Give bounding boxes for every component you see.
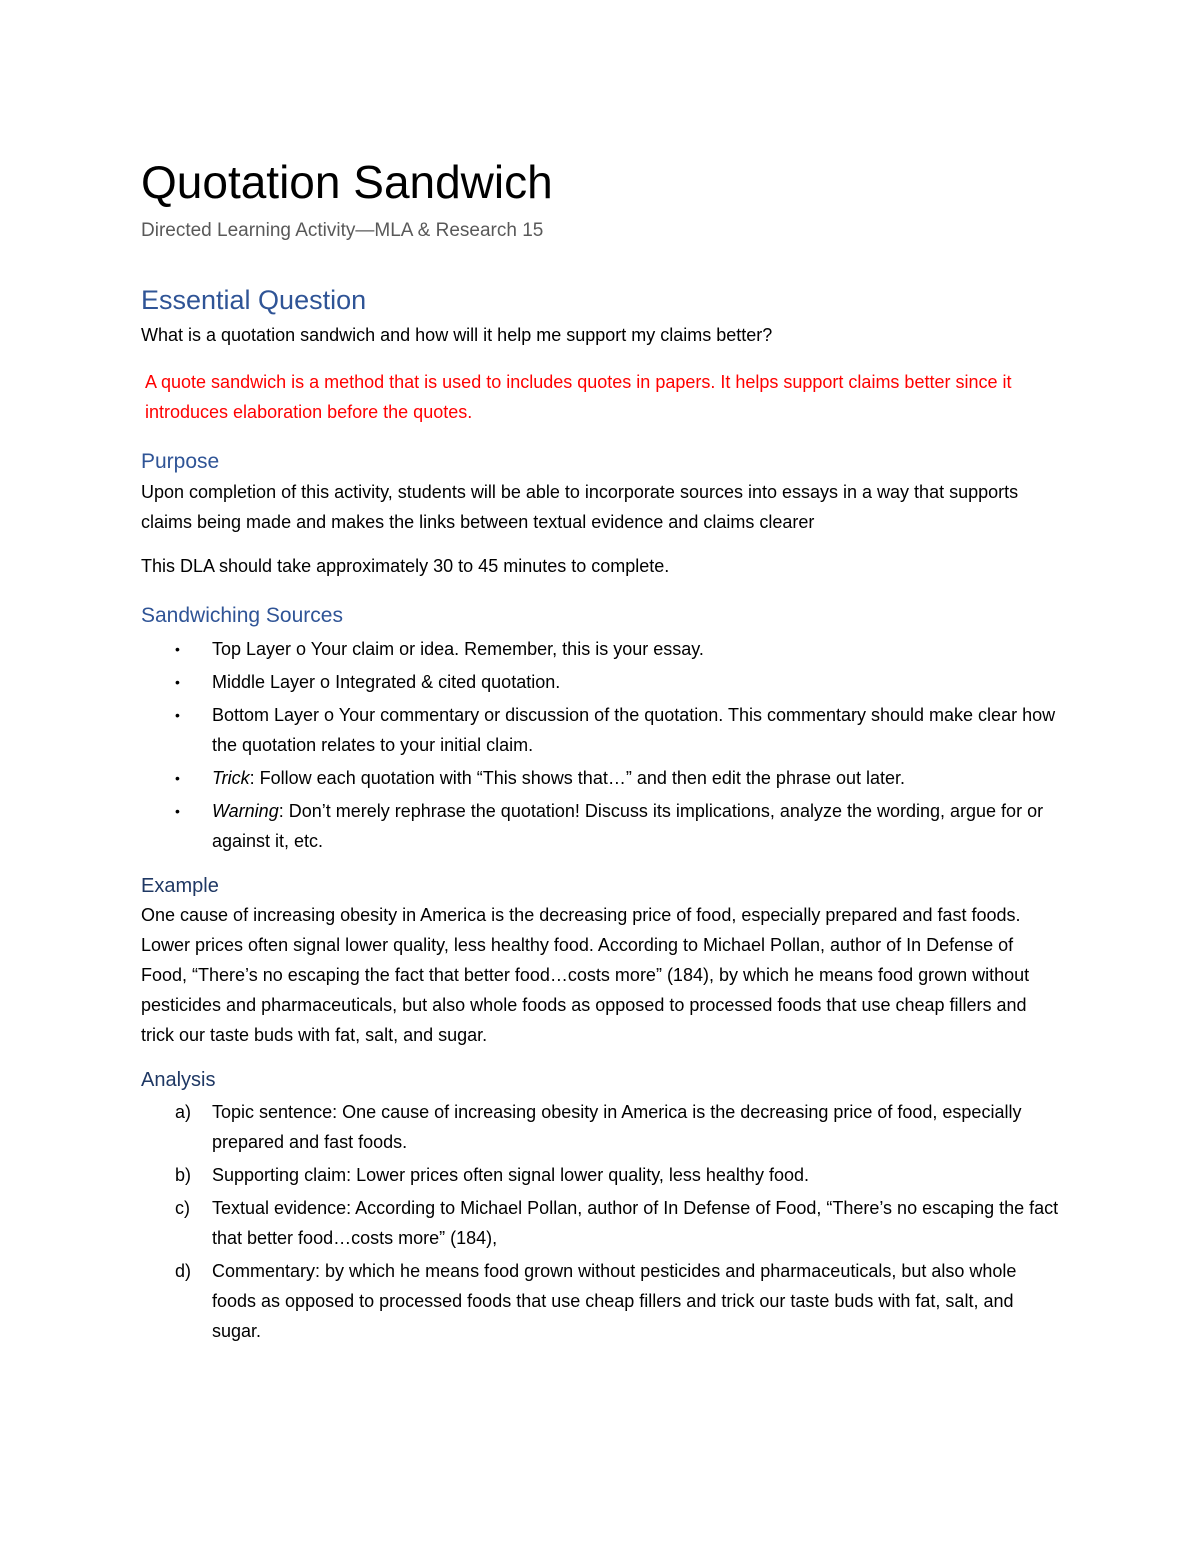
example-heading: Example	[141, 875, 219, 897]
bullet-marker: •	[175, 803, 180, 819]
sandwiching-list	[141, 634, 1061, 856]
essential-question-text: What is a quotation sandwich and how will it help me support my claims better?	[141, 325, 773, 345]
bullet-marker: •	[175, 674, 180, 690]
document-title: Quotation Sandwich	[141, 156, 553, 208]
analysis-heading: Analysis	[141, 1069, 216, 1091]
list-item-text: : Follow each quotation with “This shows that…” and then edit the phrase out later.	[249, 768, 906, 788]
list-item	[141, 667, 1061, 697]
list-marker: d)	[175, 1261, 192, 1281]
list-item-text: Textual evidence: According to Michael Pollan, author of In Defense of Food, “There’s no escaping the fact that better food…costs more” (184),	[212, 1198, 1059, 1248]
list-item-text: Commentary: by which he means food grown without pesticides and pharmaceuticals, but also whole foods as opposed to processed foods that use cheap fillers and trick our taste buds with fat, salt, and sugar.	[212, 1261, 1017, 1341]
analysis-list	[141, 1097, 1061, 1346]
list-item	[141, 634, 1061, 664]
list-item	[141, 700, 1061, 760]
list-item-text: Supporting claim: Lower prices often signal lower quality, less healthy food.	[212, 1165, 809, 1185]
sandwiching-heading: Sandwiching Sources	[141, 604, 343, 627]
bullet-marker: •	[175, 641, 180, 657]
bullet-marker: •	[175, 770, 180, 786]
list-item-text: Topic sentence: One cause of increasing obesity in America is the decreasing price of food, especially prepared and fast foods.	[212, 1102, 1022, 1152]
purpose-duration: This DLA should take approximately 30 to 45 minutes to complete.	[141, 556, 670, 576]
purpose-heading: Purpose	[141, 450, 220, 473]
essential-question-heading: Essential Question	[141, 285, 367, 315]
list-item	[141, 1193, 1061, 1253]
document-subtitle: Directed Learning Activity—MLA & Research 15	[141, 220, 544, 241]
list-marker: c)	[175, 1198, 190, 1218]
list-marker: b)	[175, 1165, 192, 1185]
purpose-text: Upon completion of this activity, students will be able to incorporate sources into essays in a way that supports claims being made and makes the links between textual evidence and claims clearer	[141, 482, 1019, 532]
list-item-text: : Don’t merely rephrase the quotation! Discuss its implications, analyze the wording, argue for or against it, etc.	[212, 801, 1044, 851]
bullet-marker: •	[175, 707, 180, 723]
list-item	[141, 1160, 1061, 1190]
list-item	[141, 763, 1061, 793]
list-item	[141, 1097, 1061, 1157]
list-item-text: Middle Layer o Integrated & cited quotation.	[212, 672, 561, 692]
list-item-text: Bottom Layer o Your commentary or discussion of the quotation. This commentary should make clear how the quotation relates to your initial claim.	[212, 705, 1056, 755]
list-item	[141, 1256, 1061, 1346]
document-body	[141, 150, 1061, 1346]
list-item-text: Top Layer o Your claim or idea. Remember, this is your essay.	[212, 639, 704, 659]
list-marker: a)	[175, 1102, 192, 1122]
essential-question-answer: A quote sandwich is a method that is used to includes quotes in papers. It helps support claims better since it introduces elaboration before the quotes.	[145, 372, 1012, 422]
list-item-label: Warning	[212, 801, 279, 821]
example-text: One cause of increasing obesity in America is the decreasing price of food, especially prepared and fast foods. Lower prices often signal lower quality, less healthy food. According to Michael Pollan, author of In Defense of Food, “There’s no escaping the fact that better food…costs more” (184), by which he means food grown without pesticides and pharmaceuticals, but also whole foods as opposed to processed foods that use cheap fillers and trick our taste buds with fat, salt, and sugar.	[141, 905, 1030, 1045]
list-item-label: Trick	[212, 768, 250, 788]
list-item	[141, 796, 1061, 856]
